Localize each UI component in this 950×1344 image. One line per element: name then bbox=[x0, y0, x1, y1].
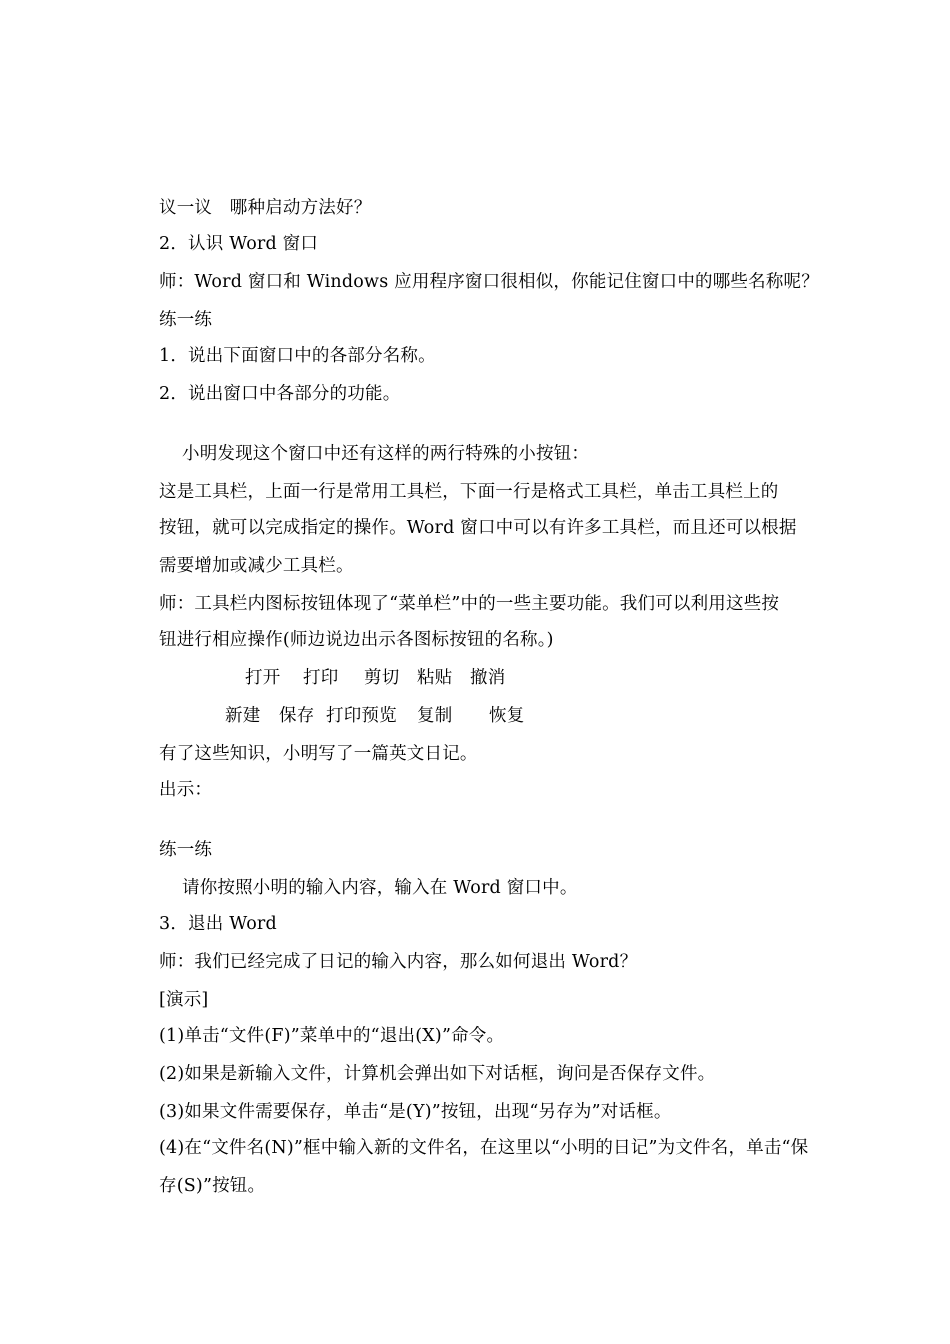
step-item: (4)在“文件名(N)”框中输入新的文件名，在这里以“小明的日记”为文件名，单击“保 bbox=[159, 1138, 809, 1158]
paragraph-line: 有了这些知识，小明写了一篇英文日记。 bbox=[159, 744, 478, 764]
toolbar-name: 保存 bbox=[279, 706, 315, 726]
practice-heading: 练一练 bbox=[159, 840, 213, 860]
toolbar-name: 打印 bbox=[303, 668, 339, 688]
teacher-line: 师：我们已经完成了日记的输入内容，那么如何退出 Word？ bbox=[159, 952, 638, 972]
teacher-line: 师：Word 窗口和 Windows 应用程序窗口很相似，你能记住窗口中的哪些名称呢？ bbox=[159, 272, 819, 292]
toolbar-name: 粘贴 bbox=[417, 668, 453, 688]
section-heading-exit-word: 3．退出 Word bbox=[159, 914, 277, 934]
paragraph-line: 请你按照小明的输入内容，输入在 Word 窗口中。 bbox=[182, 878, 578, 898]
toolbar-name: 恢复 bbox=[489, 706, 525, 726]
step-item: (2)如果是新输入文件，计算机会弹出如下对话框，询问是否保存文件。 bbox=[159, 1064, 716, 1084]
toolbar-name: 剪切 bbox=[364, 668, 400, 688]
practice-item: 1．说出下面窗口中的各部分名称。 bbox=[159, 346, 436, 366]
practice-item: 2．说出窗口中各部分的功能。 bbox=[159, 384, 401, 404]
toolbar-name: 打开 bbox=[245, 668, 281, 688]
teacher-line: 钮进行相应操作(师边说边出示各图标按钮的名称。) bbox=[159, 630, 554, 650]
practice-heading: 练一练 bbox=[159, 310, 213, 330]
paragraph-line: 小明发现这个窗口中还有这样的两行特殊的小按钮： bbox=[182, 444, 590, 464]
teacher-line: 师：工具栏内图标按钮体现了“菜单栏”中的一些主要功能。我们可以利用这些按 bbox=[159, 594, 780, 614]
show-label: 出示： bbox=[159, 780, 213, 800]
demo-label: [演示] bbox=[159, 990, 209, 1010]
section-heading-know-word-window: 2．认识 Word 窗口 bbox=[159, 234, 319, 254]
paragraph-line: 需要增加或减少工具栏。 bbox=[159, 556, 354, 576]
toolbar-name: 撤消 bbox=[470, 668, 506, 688]
paragraph-line: 这是工具栏，上面一行是常用工具栏，下面一行是格式工具栏，单击工具栏上的 bbox=[159, 482, 779, 502]
step-item: (1)单击“文件(F)”菜单中的“退出(X)”命令。 bbox=[159, 1026, 505, 1046]
toolbar-names-row-2 bbox=[0, 702, 950, 730]
step-item-continued: 存(S)”按钮。 bbox=[159, 1176, 266, 1196]
toolbar-name: 新建 bbox=[225, 706, 261, 726]
discussion-line: 议一议 哪种启动方法好？ bbox=[159, 198, 372, 218]
paragraph-line: 按钮，就可以完成指定的操作。Word 窗口中可以有许多工具栏，而且还可以根据 bbox=[159, 518, 797, 538]
toolbar-names-row-1 bbox=[0, 664, 950, 692]
toolbar-name: 打印预览 bbox=[326, 706, 397, 726]
toolbar-name: 复制 bbox=[417, 706, 453, 726]
step-item: (3)如果文件需要保存，单击“是(Y)”按钮，出现“另存为”对话框。 bbox=[159, 1102, 672, 1122]
